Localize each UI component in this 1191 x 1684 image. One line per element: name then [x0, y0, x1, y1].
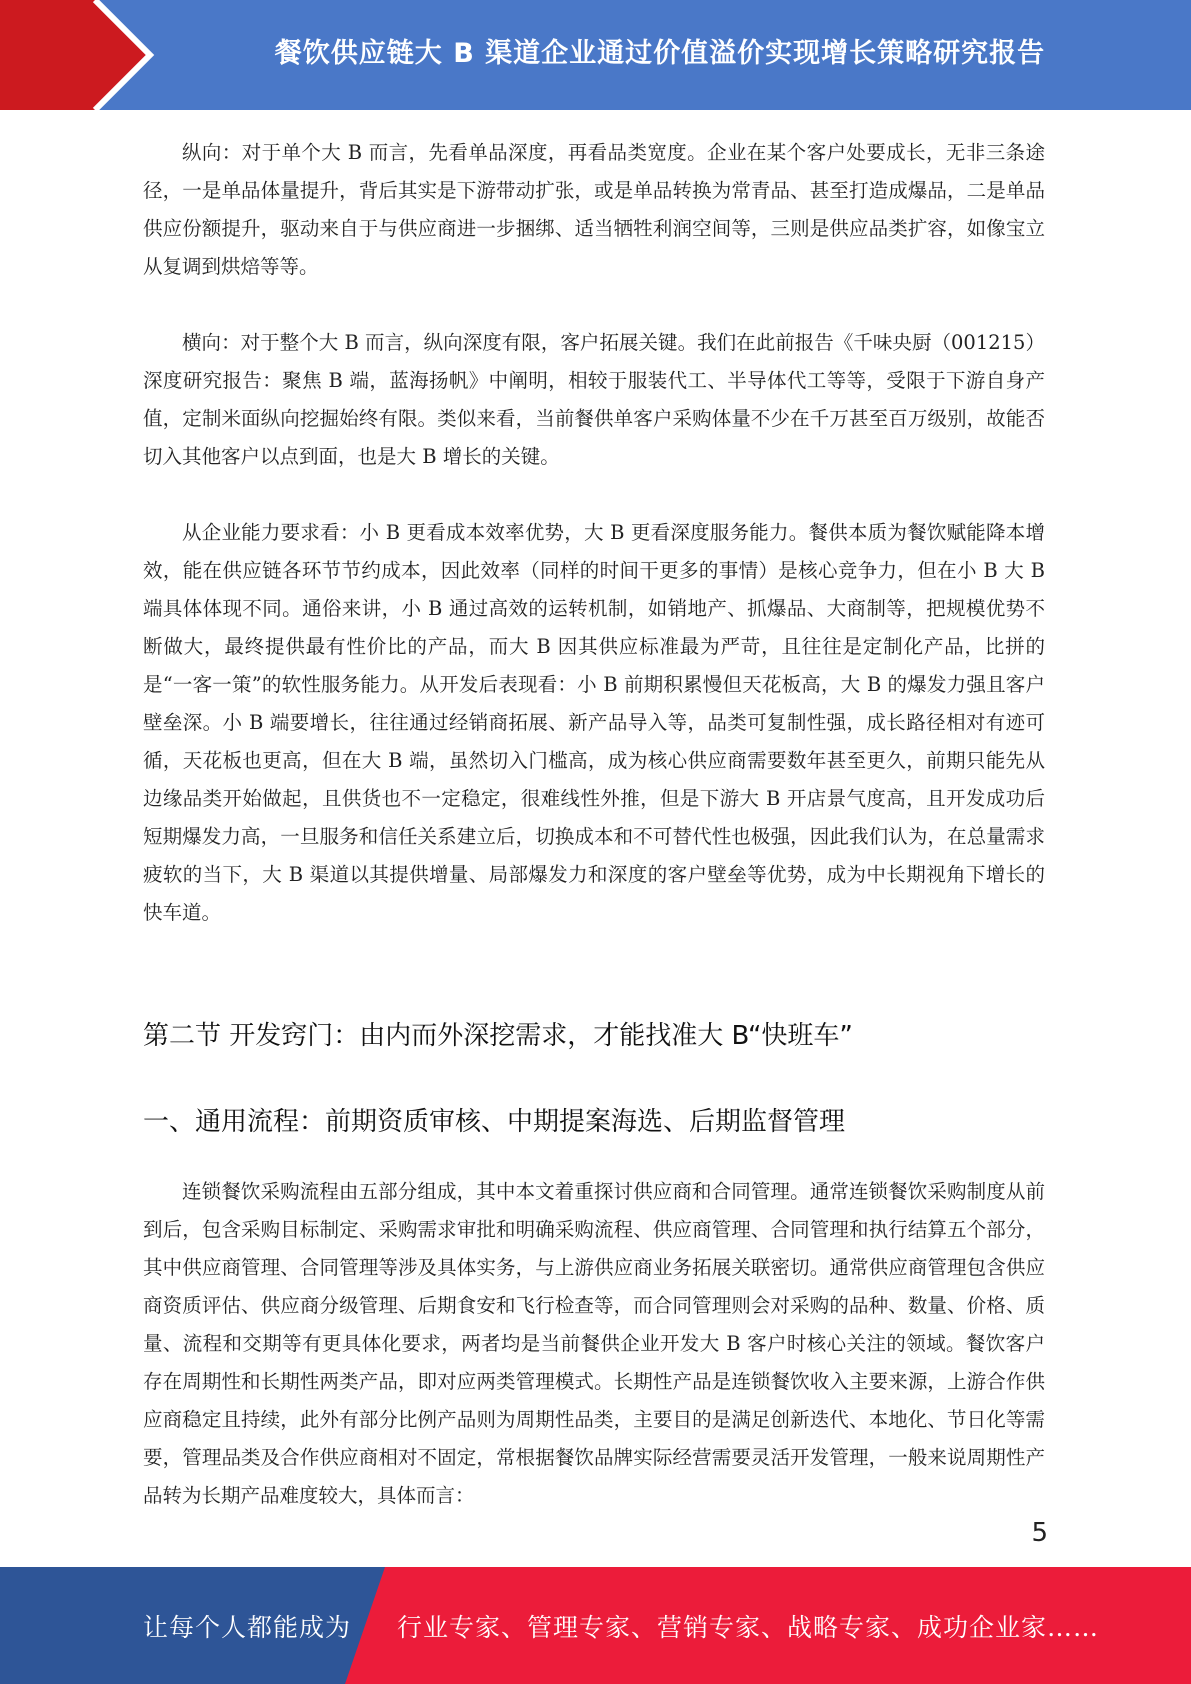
main-content [143, 134, 1045, 970]
paragraph-horizontal: 横向：对于整个大 B 而言，纵向深度有限，客户拓展关键。我们在此前报告《千味央厨（001215）深度研究报告：聚焦 B 端，蓝海扬帆》中阐明，相较于服装代工、半导体代工等等，受限于下游自身产值，定制米面纵向挖掘始终有限。类似来看，当前餐供单客户采购体量不少在千万甚至百万级别，故能否切入其他客户以点到面，也是大 B 增长的关键。 [143, 331, 1045, 468]
section-heading: 第二节 开发窍门：由内而外深挖需求，才能找准大 B“快班车” [143, 1021, 853, 1051]
paragraph-capability: 从企业能力要求看：小 B 更看成本效率优势，大 B 更看深度服务能力。餐供本质为餐饮赋能降本增效，能在供应链各环节节约成本，因此效率（同样的时间干更多的事情）是核心竞争力，但在小 B 大 B 端具体体现不同。通俗来讲，小 B 通过高效的运转机制，如销地产、抓爆品、大商制等，把规模优势不断做大，最终提供最有性价比的产品，而大 B 因其供应标准最为严苛，且往往是定制化产品，比拼的是“一客一策”的软性服务能力。从开发后表现看：小 B 前期积累慢但天花板高，大 B 的爆发力强且客户壁垒深。小 B 端要增长，往往通过经销商拓展、新产品导入等，品类可复制性强，成长路径相对有迹可循，天花板也更高，但在大 B 端，虽然切入门槛高，成为核心供应商需要数年甚至更久，前期只能先从边缘品类开始做起，且供货也不一定稳定，很难线性外推，但是下游大 B 开店景气度高，且开发成功后短期爆发力高，一旦服务和信任关系建立后，切换成本和不可替代性也极强，因此我们认为，在总量需求疲软的当下，大 B 渠道以其提供增量、局部爆发力和深度的客户壁垒等优势，成为中长期视角下增长的快车道。 [143, 521, 1045, 924]
page-header [0, 0, 1191, 110]
report-title: 餐饮供应链大 B 渠道企业通过价值溢价实现增长策略研究报告 [274, 37, 1046, 69]
subsection-heading: 一、通用流程：前期资质审核、中期提案海选、后期监督管理 [143, 1107, 846, 1137]
footer-slogan-left: 让每个人都能成为 [143, 1612, 352, 1642]
paragraph-procurement: 连锁餐饮采购流程由五部分组成，其中本文着重探讨供应商和合同管理。通常连锁餐饮采购制度从前到后，包含采购目标制定、采购需求审批和明确采购流程、供应商管理、合同管理和执行结算五个部分，其中供应商管理、合同管理等涉及具体实务，与上游供应商业务拓展关联密切。通常供应商管理包含供应商资质评估、供应商分级管理、后期食安和飞行检查等，而合同管理则会对采购的品种、数量、价格、质量、流程和交期等有更具体化要求，两者均是当前餐供企业开发大 B 客户时核心关注的领域。餐饮客户存在周期性和长期性两类产品，即对应两类管理模式。长期性产品是连锁餐饮收入主要来源，上游合作供应商稳定且持续，此外有部分比例产品则为周期性品类，主要目的是满足创新迭代、本地化、节日化等需要，管理品类及合作供应商相对不固定，常根据餐饮品牌实际经营需要灵活开发管理，一般来说周期性产品转为长期产品难度较大，具体而言： [143, 1180, 1045, 1507]
paragraph-vertical: 纵向：对于单个大 B 而言，先看单品深度，再看品类宽度。企业在某个客户处要成长，无非三条途径，一是单品体量提升，背后其实是下游带动扩张，或是单品转换为常青品、甚至打造成爆品，二是单品供应份额提升，驱动来自于与供应商进一步捆绑、适当牺牲利润空间等，三则是供应品类扩容，如像宝立从复调到烘焙等等。 [143, 141, 1045, 278]
footer-slogan-right: 行业专家、管理专家、营销专家、战略专家、成功企业家…… [397, 1612, 1100, 1642]
page-footer [0, 1567, 1191, 1684]
page-number: 5 [1031, 1518, 1048, 1548]
